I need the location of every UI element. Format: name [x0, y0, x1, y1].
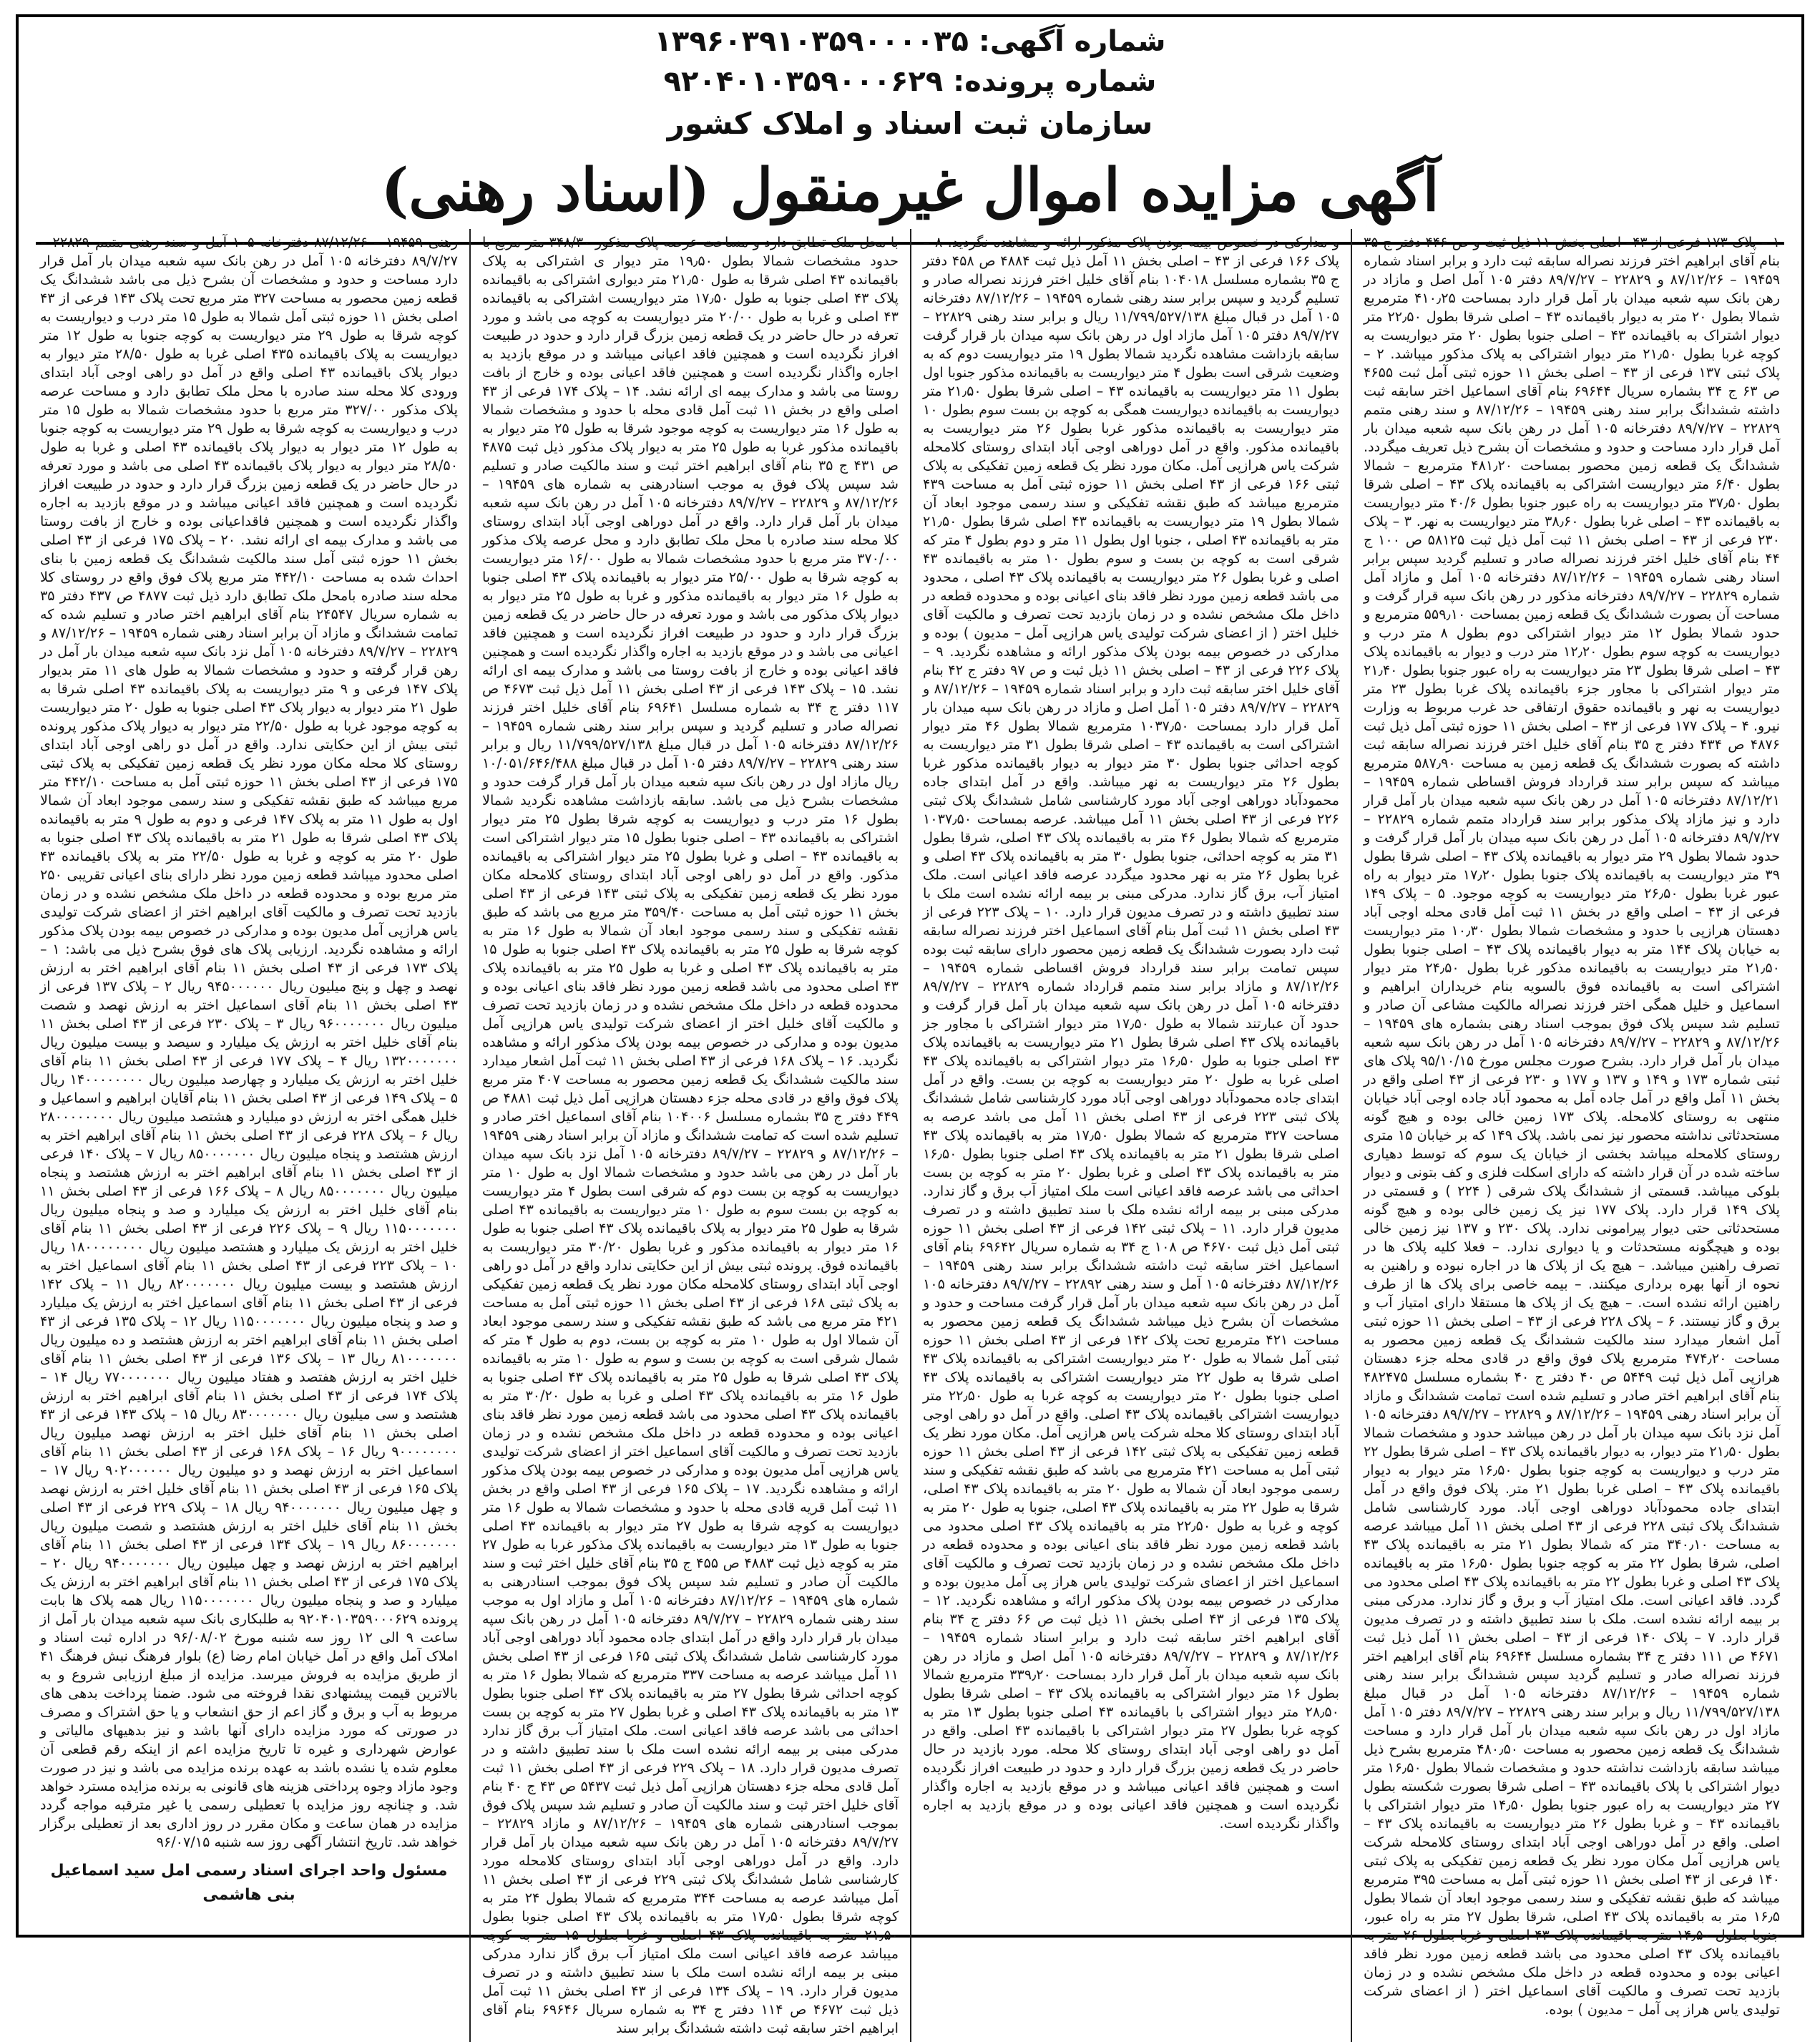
text-column-2	[910, 229, 1351, 2042]
ad-title: آگهی مزایده اموال غیرمنقول (اسناد رهنی)	[381, 156, 1439, 225]
ad-number: شماره آگهی: ۱۳۹۶۰۳۹۱۰۳۵۹۰۰۰۰۳۵	[654, 25, 1166, 58]
column-1-text: ۱ – پلاک ۱۷۳ فرعی از ۴۳– اصلی بخش ۱۱ ذیل ثبت و ص ۴۴۶ دفتر ج ۳۵ بنام آقای ابراهیم اختر فرزند نصراله سابقه ثبت دارد و برابر اسناد شماره ۱۹۴۵۹ – ۸۷/۱۲/۲۶ و ۲۲۸۲۹ – ۸۹/۷/۲۷ دفتر ۱۰۵ آمل اصل و مازاد در رهن بانک سپه شعبه میدان بار آمل قرار دارد بمساحت ۴۱۰٫۲۵ مترمربع شمالا بطول ۲۰ متر به دیوار باقیمانده ۴۳ – اصلی شرقا بطول ۲۲٫۵۰ متر دیوار اشتراک به باقیمانده ۴۳ – اصلی جنوبا بطول ۲۰ متر دیواریست به کوچه غربا بطول ۲۱٫۵۰ متر دیوار اشتراکی به پلاک مذکور میباشد. ۲ – پلاک ثبتی ۱۳۷ فرعی از ۴۳ – اصلی بخش ۱۱ حوزه ثبتی آمل ثبت ۴۶۵۵ ص ۶۳ ج ۳۴ بشماره سریال ۶۹۶۴۴ بنام آقای اسماعیل اختر سابقه ثبت داشته ششدانگ برابر سند رهنی ۱۹۴۵۹ – ۸۷/۱۲/۲۶ و سند رهنی متمم ۲۲۸۲۹ – ۸۹/۷/۲۷ دفترخانه ۱۰۵ آمل در رهن بانک سپه شعبه میدان بار آمل قرار دارد مساحت و حدود و مشخصات آن بشرح ذیل تعریف میگردد. ششدانگ یک قطعه زمین محصور بمساحت ۴۸۱٫۲۰ مترمربع – شمالا بطول ۶/۴۰ متر دیواریست اشتراکی به باقیمانده پلاک ۴۳ – اصلی شرقا بطول ۳۷٫۵۰ متر دیواریست به راه عبور جنوبا بطول ۴۰/۶ متر دیواریست به باقیمانده ۴۳ – اصلی غربا بطول ۳۸٫۶۰ متر دیواریست به نهر. ۳ – پلاک ۲۳۰ فرعی از ۴۳ – اصلی بخش ۱۱ ثبت آمل ذیل ثبت ۵۸۱۲۵ ص ۱۰۰ ج ۴۴ بنام آقای خلیل اختر فرزند نصراله صادر و تسلیم گردید سپس برابر اسناد رهنی شماره ۱۹۴۵۹ – ۸۷/۱۲/۲۶ دفترخانه ۱۰۵ آمل و مازاد آمل شماره ۲۲۸۲۹ – ۸۹/۷/۲۷ دفترخانه مذکور در رهن بانک سپه قرار گرفت و مساحت آن بصورت ششدانگ یک قطعه زمین بمساحت ۵۵۹٫۱۰ مترمربع و حدود شمالا بطول ۱۲ متر دیوار اشتراکی دوم بطول ۸ متر درب و دیواریست به کوچه سوم بطول ۱۲٫۲۰ متر درب و دیوار به باقیمانده پلاک ۴۳ – اصلی شرقا بطول ۲۳ متر دیواریست به راه عبور جنوبا بطول ۲۱٫۴۰ متر دیوار اشتراکی با مجاور جزء باقیمانده پلاک غربا بطول ۲۳ متر دیواریست به نهر و باقیمانده حقوق ارتفاقی حد غرب مربوط به وزارت نیرو. ۴ – پلاک ۱۷۷ فرعی از ۴۳ – اصلی بخش ۱۱ حوزه ثبتی آمل ذیل ثبت ۴۸۷۶ ص ۴۳۴ دفتر ج ۳۵ بنام آقای خلیل اختر فرزند نصراله سابقه ثبت داشته که بصورت ششدانگ یک قطعه زمین به مساحت ۵۸۷٫۹۰ مترمربع میباشد که سپس برابر سند قرارداد فروش اقساطی شماره ۱۹۴۵۹ – ۸۷/۱۲/۲۱ دفترخانه ۱۰۵ آمل در رهن بانک سپه شعبه میدان بار آمل قرار دارد و نیز مازاد پلاک مذکور برابر سند قرارداد متمم شماره ۲۲۸۲۹ – ۸۹/۷/۲۷ دفترخانه ۱۰۵ آمل در رهن بانک سپه میدان بار آمل قرار گرفت و حدود شمالا بطول ۲۹ متر دیوار به باقیمانده پلاک ۴۳ – اصلی شرقا بطول ۳۹ متر دیواریست به باقیمانده پلاک جنوبا بطول ۱۷٫۲۰ متر دیوار به راه عبور غربا بطول ۲۶٫۵۰ متر دیواریست به کوچه موجود. ۵ – پلاک ۱۴۹ فرعی از ۴۳ – اصلی واقع در بخش ۱۱ ثبت آمل قادی محله اوجی آباد دهستان هرازپی با حدود و مشخصات شمالا بطول ۱۰٫۳۰ متر دیواریست به خیابان پلاک ۱۴۴ متر به دیوار باقیمانده پلاک ۴۳ – اصلی جنوبا بطول ۲۱٫۵۰ متر دیواریست به باقیمانده مذکور غربا بطول ۲۴٫۵۰ متر دیوار اشتراکی است به باقیمانده فوق بالسویه بنام خریداران ابراهیم و اسماعیل و خلیل همگی اختر فرزند نصراله مالکیت مشاعی آن صادر و تسلیم شد سپس پلاک فوق بموجب اسناد رهنی بشماره های ۱۹۴۵۹ – ۸۷/۱۲/۲۶ و ۲۲۸۲۹ – ۸۹/۷/۲۷ دفترخانه ۱۰۵ آمل در رهن بانک سپه شعبه میدان بار آمل قرار دارد. بشرح صورت مجلس مورخ ۹۵/۱۰/۱۵ پلاک های ثبتی شماره ۱۷۳ و ۱۴۹ و ۱۳۷ و ۱۷۷ و ۲۳۰ فرعی از ۴۳ اصلی واقع در بخش ۱۱ آمل واقع در آمل جاده آمل به محمود آباد جاده اوجی آباد خیابان منتهی به روستای کلامحله. پلاک ۱۷۳ زمین خالی بوده و هیچ گونه مستحدثاتی نداشته محصور نیز نمی باشد. پلاک ۱۴۹ که بر خیابان ۱۵ متری روستای کلامحله میباشد بخشی از خیابان یک سوم که توسط دهیاری ساخته شده در آن قرار داشته که دارای اسکلت فلزی و کف بتونی و دیوار بلوکی میباشد. قسمتی از ششدانگ پلاک شرقی ( ۲۲۴ ) و قسمتی در پلاک ۱۴۹ قرار دارد. پلاک ۱۷۷ نیز یک زمین خالی بوده و هیچ گونه مستحدثاتی حتی دیوار پیرامونی ندارد. پلاک ۲۳۰ و ۱۳۷ نیز زمین خالی بوده و هیچگونه مستحدثات و یا دیواری ندارد. – فعلا کلیه پلاک ها در تصرف راهنین میباشد. – هیچ یک از پلاک ها در اجاره نبوده و راهنین به نحوه از آنها بهره برداری میکنند. – بیمه خاصی برای پلاک ها از طرف راهنین ارائه نشده است. – هیچ یک از پلاک ها مستقلا دارای امتیاز آب و برق و گاز نیستند. ۶ – پلاک ۲۲۸ فرعی از ۴۳ – اصلی بخش ۱۱ حوزه ثبتی آمل اشعار میدارد سند مالکیت ششدانگ یک قطعه زمین محصور به مساحت ۴۷۴٫۲۰ مترمربع پلاک فوق واقع در قادی محله جزء دهستان هرازپی آمل ذیل ثبت ۵۴۴۹ ص ۴۰ دفتر ج ۴۰ بشماره مسلسل ۴۸۲۴۷۵ بنام آقای ابراهیم اختر صادر و تسلیم شده است تمامت ششدانگ و مازاد آن برابر اسناد رهنی ۱۹۴۵۹ – ۸۷/۱۲/۲۶ و ۲۲۸۲۹ – ۸۹/۷/۲۷ دفترخانه ۱۰۵ آمل نزد بانک سپه میدان بار آمل در رهن میباشد حدود و مشخصات شمالا بطول ۲۱٫۵۰ متر دیوار، به دیوار باقیمانده پلاک ۴۳ – اصلی شرقا بطول ۲۲ متر درب و دیواریست به کوچه جنوبا بطول ۱۶٫۵۰ متر دیوار به دیوار باقیمانده پلاک ۴۳ – اصلی غربا بطول ۲۱ متر. پلاک فوق واقع در آمل ابتدای جاده محمودآباد دوراهی اوجی آباد. مورد کارشناسی شامل ششدانگ پلاک ثبتی ۲۲۸ فرعی از ۴۳ اصلی بخش ۱۱ آمل میباشد عرصه به مساحت ۳۴۰٫۱۰ متر که شمالا بطول ۲۱ متر به باقیمانده پلاک ۴۳ اصلی، شرقا بطول ۲۲ متر به کوچه جنوبا بطول ۱۶٫۵۰ متر به باقیمانده پلاک ۴۳ اصلی و غربا بطول ۲۲ متر به باقیمانده پلاک ۴۳ اصلی محدود می گردد. فاقد اعیانی است. ملک امتیاز آب و برق و گاز ندارد. مدرکی مبنی بر بیمه ارائه نشده است. ملک با سند تطبیق داشته و در تصرف مدیون قرار دارد. ۷ – پلاک ۱۴۰ فرعی از ۴۳ – اصلی بخش ۱۱ آمل ذیل ثبت ۴۶۷۱ ص ۱۱۱ دفتر ج ۳۴ بشماره مسلسل ۶۹۶۴۴ بنام آقای ابراهیم اختر فرزند نصراله صادر و تسلیم گردید سپس ششدانگ برابر سند رهنی شماره ۱۹۴۵۹ – ۸۷/۱۲/۲۶ دفترخانه ۱۰۵ آمل در قبال مبلغ ۱۱/۷۹۹/۵۲۷/۱۳۸ ریال و برابر سند رهنی ۲۲۸۲۹ – ۸۹/۷/۲۷ دفتر ۱۰۵ آمل مازاد اول در رهن بانک سپه شعبه میدان بار آمل قرار دارد و مساحت ششدانگ یک قطعه زمین محصور به مساحت ۴۸۰٫۵۰ مترمربع بشرح ذیل میباشد سابقه بازداشت نداشته حدود و مشخصات شمالا بطول ۱۶٫۵۰ متر دیوار اشتراکی با پلاک باقیمانده ۴۳ – اصلی شرقا بصورت شکسته بطول ۲۷ متر دیواریست به راه عبور جنوبا بطول ۱۴٫۵۰ متر دیوار اشتراکی با باقیمانده ۴۳ – و غربا بطول ۲۶ متر دیواریست به باقیمانده پلاک ۴۳ – اصلی. واقع در آمل دوراهی اوجی آباد ابتدای روستای کلامحله شرکت یاس هرازپی آمل مکان مورد نظر یک قطعه زمین تفکیکی به پلاک ثبتی ۱۴۰ فرعی از ۴۳ اصلی بخش ۱۱ حوزه ثبتی آمل به مساحت ۳۹۵ مترمربع میباشد که طبق نقشه تفکیکی و سند رسمی موجود ابعاد آن شمالا بطول ۱۶٫۵ متر به باقیمانده پلاک ۴۳ اصلی، شرقا بطول ۲۷ متر به راه عبور، جنوبا بطول ۱۴٫۵۰ متر به باقیمانده پلاک ۴۳ اصلی و غربا بطول ۲۶ متر به باقیمانده پلاک ۴۳ اصلی محدود می باشد قطعه زمین مورد نظر فاقد اعیانی بوده و محدوده قطعه در داخل ملک مشخص نشده و در زمان بازدید تحت تصرف و مالکیت آقای اسماعیل اختر ( از اعضای شرکت تولیدی یاس هراز پی آمل – مدیون ) بوده.	[1364, 234, 1781, 2018]
column-2-text: و مدارکی در خصوص بیمه بودن پلاک مذکور ارائه و مشاهده نگردید. ۸ – پلاک ۱۶۶ فرعی از ۴۳ – اصلی بخش ۱۱ آمل ذیل ثبت ۴۸۸۴ ص ۴۵۸ دفتر ج ۳۵ بشماره مسلسل ۱۰۴۰۱۸ بنام آقای خلیل اختر فرزند نصراله صادر و تسلیم گردید و سپس برابر سند رهنی شماره ۱۹۴۵۹ – ۸۷/۱۲/۲۶ دفترخانه ۱۰۵ آمل در قبال مبلغ ۱۱/۷۹۹/۵۲۷/۱۳۸ ریال و برابر سند رهنی ۲۲۸۲۹ – ۸۹/۷/۲۷ دفتر ۱۰۵ آمل مازاد اول در رهن بانک سپه میدان بار قرار گرفت سابقه بازداشت مشاهده نگردید شمالا بطول ۱۹ متر دیواریست دوم که به وضعیت شرقی است بطول ۴ متر دیواریست به باقیمانده مذکور جنوبا اول بطول ۱۱ متر دیواریست به باقیمانده ۴۳ – اصلی شرقا بطول ۲۱٫۵۰ متر دیواریست به باقیمانده دیواریست همگی به کوچه بن بست سوم بطول ۱۰ متر دیواریست به باقیمانده مذکور غربا بطول ۲۶ متر دیواریست به باقیمانده مذکور. واقع در آمل دوراهی اوجی آباد ابتدای روستای کلامحله شرکت یاس هرازپی آمل. مکان مورد نظر یک قطعه زمین تفکیکی به پلاک ثبتی ۱۶۶ فرعی از ۴۳ اصلی بخش ۱۱ حوزه ثبتی آمل به مساحت ۴۳۹ مترمربع میباشد که طبق نقشه تفکیکی و سند رسمی موجود ابعاد آن شمالا بطول ۱۹ متر دیواریست به باقیمانده ۴۳ اصلی شرقا بطول ۲۱٫۵۰ متر به باقیمانده ۴۳ اصلی ، جنوبا اول بطول ۱۱ متر و دوم بطول ۴ متر که شرقی است به کوچه بن بست و سوم بطول ۱۰ متر به باقیمانده ۴۳ اصلی و غربا بطول ۲۶ متر دیواریست به باقیمانده پلاک ۴۳ اصلی ، محدود می باشد قطعه زمین مورد نظر فاقد بنای اعیانی بوده و محدوده قطعه در داخل ملک مشخص نشده و در زمان بازدید تحت تصرف و مالکیت آقای خلیل اختر ( از اعضای شرکت تولیدی یاس هرازپی آمل – مدیون ) بوده و مدارکی در خصوص بیمه بودن پلاک مذکور ارائه و مشاهده نگردید. ۹ – پلاک ۲۲۶ فرعی از ۴۳ – اصلی بخش ۱۱ ذیل ثبت و ص ۹۷ دفتر ج ۴۲ بنام آقای خلیل اختر سابقه ثبت دارد و برابر اسناد شماره ۱۹۴۵۹ – ۸۷/۱۲/۲۶ و ۲۲۸۲۹ – ۸۹/۷/۲۷ دفتر ۱۰۵ آمل اصل و مازاد در رهن بانک سپه میدان بار آمل قرار دارد بمساحت ۱۰۳۷٫۵۰ مترمربع شمالا بطول ۴۶ متر دیوار اشتراکی است به باقیمانده ۴۳ – اصلی شرقا بطول ۳۱ متر دیواریست به کوچه احداثی جنوبا بطول ۳۰ متر دیوار به دیوار باقیمانده مذکور غربا بطول ۲۶ متر دیواریست به نهر میباشد. واقع در آمل ابتدای جاده محمودآباد دوراهی اوجی آباد مورد کارشناسی شامل ششدانگ پلاک ثبتی ۲۲۶ فرعی از ۴۳ اصلی بخش ۱۱ آمل میباشد. عرصه بمساحت ۱۰۳۷٫۵۰ مترمربع که شمالا بطول ۴۶ متر به باقیمانده پلاک ۴۳ اصلی، شرقا بطول ۳۱ متر به کوچه احداثی، جنوبا بطول ۳۰ متر به باقیمانده پلاک ۴۳ اصلی و غربا بطول ۲۶ متر به نهر محدود میگردد عرصه فاقد اعیانی است. ملک امتیاز آب، برق گاز ندارد. مدرکی مبنی بر بیمه ارائه نشده است ملک با سند تطبیق داشته و در تصرف مدیون قرار دارد. ۱۰ – پلاک ۲۲۳ فرعی از ۴۳ اصلی بخش ۱۱ ثبت آمل بنام آقای اسماعیل اختر فرزند نصراله سابقه ثبت دارد بصورت ششدانگ یک قطعه زمین محصور دارای سابقه ثبت بوده سپس تمامت برابر سند قرارداد فروش اقساطی شماره ۱۹۴۵۹ – ۸۷/۱۲/۲۶ و مازاد برابر سند متمم قرارداد شماره ۲۲۸۲۹ – ۸۹/۷/۲۷ دفترخانه ۱۰۵ آمل در رهن بانک سپه شعبه میدان بار آمل قرار گرفت و حدود آن عبارتند شمالا به طول ۱۷٫۵۰ متر دیوار اشتراکی با مجاور جز باقیمانده پلاک ۴۳ اصلی شرقا بطول ۲۱ متر دیواریست به باقیمانده پلاک ۴۳ اصلی جنوبا به طول ۱۶٫۵۰ متر دیوار اشتراکی به باقیمانده پلاک ۴۳ اصلی غربا به طول ۲۰ متر دیواریست به کوچه بن بست. واقع در آمل ابتدای جاده محمودآباد دوراهی اوجی آباد مورد کارشناسی شامل ششدانگ پلاک ثبتی ۲۲۳ فرعی از ۴۳ اصلی بخش ۱۱ آمل می باشد عرصه به مساحت ۳۲۷ مترمربع که شمالا بطول ۱۷٫۵۰ متر به باقیمانده پلاک ۴۳ اصلی شرقا بطول ۲۱ متر به باقیمانده پلاک ۴۳ اصلی جنوبا بطول ۱۶٫۵۰ متر به باقیمانده پلاک ۴۳ اصلی و غربا بطول ۲۰ متر به کوچه بن بست احداثی می باشد عرصه فاقد اعیانی است ملک امتیاز آب برق و گاز ندارد. مدرکی مبنی بر بیمه ارائه نشده ملک با سند تطبیق داشته و در تصرف مدیون قرار دارد. ۱۱ – پلاک ثبتی ۱۴۲ فرعی از ۴۳ اصلی بخش ۱۱ حوزه ثبتی آمل ذیل ثبت ۴۶۷۰ ص ۱۰۸ ج ۳۴ به شماره سریال ۶۹۶۴۲ بنام آقای اسماعیل اختر سابقه ثبت داشته ششدانگ برابر سند رهنی ۱۹۴۵۹ – ۸۷/۱۲/۲۶ دفترخانه ۱۰۵ آمل و سند رهنی ۲۲۸۹۲ – ۸۹/۷/۲۷ دفترخانه ۱۰۵ آمل در رهن بانک سپه شعبه میدان بار آمل قرار گرفت مساحت و حدود و مشخصات آن بشرح ذیل میباشد ششدانگ یک قطعه زمین محصور به مساحت ۴۲۱ مترمربع تحت پلاک ۱۴۲ فرعی از ۴۳ اصلی بخش ۱۱ حوزه ثبتی آمل شمالا به طول ۲۰ متر دیواریست اشتراکی به باقیمانده پلاک ۴۳ اصلی شرقا به طول ۲۲ متر دیواریست اشتراکی به باقیمانده پلاک ۴۳ اصلی جنوبا بطول ۲۰ متر دیواریست به کوچه غربا به طول ۲۲٫۵۰ متر دیواریست اشتراکی باقیمانده پلاک ۴۳ اصلی. واقع در آمل دو راهی اوجی آباد ابتدای روستای کلا محله شرکت یاس هرازپی آمل. مکان مورد نظر یک قطعه زمین تفکیکی به پلاک ثبتی ۱۴۲ فرعی از ۴۳ اصلی بخش ۱۱ حوزه ثبتی آمل به مساحت ۴۲۱ مترمربع می باشد که طبق نقشه تفکیکی و سند رسمی موجود ابعاد آن شمالا به طول ۲۰ متر به باقیمانده پلاک ۴۳ اصلی، شرقا به طول ۲۲ متر به باقیمانده پلاک ۴۳ اصلی، جنوبا به طول ۲۰ متر به کوچه و غربا به طول ۲۲٫۵۰ متر به باقیمانده پلاک ۴۳ اصلی محدود می باشد قطعه زمین مورد نظر فاقد بنای اعیانی بوده و محدوده قطعه در داخل ملک مشخص نشده و در زمان بازدید تحت تصرف و مالکیت آقای اسماعیل اختر از اعضای شرکت تولیدی یاس هراز پی آمل مدیون بوده و مدارکی در خصوص بیمه بودن پلاک مذکور ارائه و مشاهده نگردید. ۱۲ – پلاک ۱۳۵ فرعی از ۴۳ اصلی بخش ۱۱ ذیل ثبت ص ۶۶ دفتر ج ۳۴ بنام آقای ابراهیم اختر سابقه ثبت دارد و برابر اسناد شماره ۱۹۴۵۹ – ۸۷/۱۲/۲۶ و ۲۲۸۲۹ – ۸۹/۷/۲۷ دفترخانه ۱۰۵ آمل اصل و مازاد در رهن بانک سپه شعبه میدان بار آمل قرار دارد بمساحت ۳۳۹٫۲۰ مترمربع شمالا بطول ۱۶ متر دیوار اشتراکی به باقیمانده پلاک ۴۳ – اصلی شرقا بطول ۲۸٫۵۰ متر دیوار اشتراکی با باقیمانده ۴۳ اصلی جنوبا بطول ۱۳ متر به کوچه غربا بطول ۲۷ متر دیوار اشتراکی با باقیمانده ۴۳ اصلی. واقع در آمل دو راهی اوجی آباد ابتدای روستای کلا محله. مورد بازدید در حال حاضر در یک قطعه زمین بزرگ قرار دارد و حدود در طبیعت افراز نگردیده است و همچنین فاقد اعیانی میباشد و در موقع بازدید به اجاره واگذار نگردیده است و همچنین فاقد اعیانی بوده و در موقع بازدید به اجاره واگذار نگردیده است.	[923, 234, 1340, 1832]
text-column-4	[29, 229, 469, 2042]
column-4-text: رهنی ۱۹۴۵۹ – ۸۷/۱۲/۲۶ دفترخانه ۱۰۵ آمل و سند رهنی متمم ۲۲۸۲۹ – ۸۹/۷/۲۷ دفترخانه ۱۰۵ آمل در رهن بانک سپه شعبه میدان بار آمل قرار دارد مساحت و حدود و مشخصات آن بشرح ذیل می باشد ششدانگ یک قطعه زمین محصور به مساحت ۳۲۷ متر مربع تحت پلاک ۱۴۳ فرعی از ۴۳ اصلی بخش ۱۱ حوزه ثبتی آمل شمالا به طول ۱۵ متر درب و دیواریست به کوچه شرقا به طول ۲۹ متر دیواریست به کوچه جنوبا به طول ۱۲ متر دیواریست به پلاک باقیمانده ۴۳۵ اصلی غربا به طول ۲۸/۵۰ متر دیوار به دیوار پلاک باقیمانده ۴۳ اصلی واقع در آمل دو راهی اوجی آباد ابتدای ورودی کلا محله سند صادره با محل ملک تطابق دارد و مساحت عرصه پلاک مذکور ۳۲۷/۰۰ متر مربع با حدود مشخصات شمالا به طول ۱۵ متر درب و دیواریست به کوچه شرقا به طول ۲۹ متر دیواریست به کوچه جنوبا به طول ۱۲ متر دیوار به دیوار پلاک باقیمانده ۴۳ اصلی و غربا به طول ۲۸/۵۰ متر دیوار به دیوار پلاک باقیمانده ۴۳ اصلی می باشد و مورد تعرفه در حال حاضر در یک قطعه زمین بزرگ قرار دارد و حدود در طبیعت افراز نگردیده است و همچنین فاقد اعیانی میباشد و در موقع بازدید به اجاره واگذار نگردیده است و همچنین فاقداعیانی بوده و خارج از بافت روستا می باشد و مدارک بیمه ای ارائه نشد. ۲۰ – پلاک ۱۷۵ فرعی از ۴۳ اصلی بخش ۱۱ حوزه ثبتی آمل سند مالکیت ششدانگ یک قطعه زمین با بنای احداث شده به مساحت ۴۴۲/۱۰ متر مربع پلاک فوق واقع در روستای کلا محله سند صادره بامحل ملک تطابق دارد ذیل ثبت ۴۸۷۷ ص ۴۳۷ دفتر ۳۵ به شماره سریال ۲۴۵۴۷ بنام آقای ابراهیم اختر صادر و تسلیم شده که تمامت ششدانگ و مازاد آن برابر اسناد رهنی شماره ۱۹۴۵۹ – ۸۷/۱۲/۲۶ و ۲۲۸۲۹ – ۸۹/۷/۲۷ دفترخانه ۱۰۵ آمل نزد بانک سپه شعبه میدان بار آمل در رهن قرار گرفته و حدود و مشخصات شمالا به طول های ۱۱ متر بدیوار پلاک ۱۴۷ فرعی و ۹ متر دیواریست به پلاک باقیمانده ۴۳ اصلی شرقا به طول ۲۱ متر دیوار به دیوار پلاک ۴۳ اصلی جنوبا به طول ۲۰ متر دیواریست به کوچه موجود غربا به طول ۲۲/۵۰ متر دیوار به دیوار پلاک مذکور پرونده ثبتی بیش از این حکایتی ندارد. واقع در آمل دو راهی اوجی آباد ابتدای روستای کلا محله مکان مورد نظر یک قطعه زمین تفکیکی به پلاک ثبتی ۱۷۵ فرعی از ۴۳ اصلی بخش ۱۱ حوزه ثبتی آمل به مساحت ۴۴۲/۱۰ متر مربع میباشد که طبق نقشه تفکیکی و سند رسمی موجود ابعاد آن شمالا اول به طول ۱۱ متر به پلاک ۱۴۷ فرعی و دوم به طول ۹ متر به باقیمانده پلاک ۴۳ اصلی شرقا به طول ۲۱ متر به باقیمانده پلاک ۴۳ اصلی جنوبا به طول ۲۰ متر به کوچه و غربا به طول ۲۲/۵۰ متر به پلاک باقیمانده ۴۳ اصلی محدود میباشد قطعه زمین مورد نظر دارای بنای اعیانی تقریبی ۲۵۰ متر مربع بوده و محدوده قطعه در داخل ملک مشخص نشده و در زمان بازدید تحت تصرف و مالکیت آقای ابراهیم اختر از اعضای شرکت تولیدی یاس هرازپی آمل مدیون بوده و مدارکی در خصوص بیمه بودن پلاک مذکور ارائه و مشاهده نگردید. ارزیابی پلاک های فوق بشرح ذیل می باشد: ۱ – پلاک ۱۷۳ فرعی از ۴۳ اصلی بخش ۱۱ بنام آقای ابراهیم اختر به ارزش نهصد و چهل و پنج میلیون ریال ۹۴۵۰۰۰۰۰۰ ریال ۲ – پلاک ۱۳۷ فرعی از ۴۳ اصلی بخش ۱۱ بنام آقای اسماعیل اختر به ارزش نهصد و شصت میلیون ریال ۹۶۰۰۰۰۰۰۰ ریال ۳ – پلاک ۲۳۰ فرعی از ۴۳ اصلی بخش ۱۱ بنام آقای خلیل اختر به ارزش یک میلیارد و سیصد و بیست میلیون ریال ۱۳۲۰۰۰۰۰۰۰ ریال ۴ – پلاک ۱۷۷ فرعی از ۴۳ اصلی بخش ۱۱ بنام آقای خلیل اختر به ارزش یک میلیارد و چهارصد میلیون ریال ۱۴۰۰۰۰۰۰۰۰ ریال ۵ – پلاک ۱۴۹ فرعی از ۴۳ اصلی بخش ۱۱ بنام آقایان ابراهیم و اسماعیل و خلیل همگی اختر به ارزش دو میلیارد و هشتصد میلیون ریال ۲۸۰۰۰۰۰۰۰۰ ریال ۶ – پلاک ۲۲۸ فرعی از ۴۳ اصلی بخش ۱۱ بنام آقای ابراهیم اختر به ارزش هشتصد و پنجاه میلیون ریال ۸۵۰۰۰۰۰۰۰ ریال ۷ – پلاک ۱۴۰ فرعی از ۴۳ اصلی بخش ۱۱ بنام آقای ابراهیم اختر به ارزش هشتصد و پنجاه میلیون ریال ۸۵۰۰۰۰۰۰۰ ریال ۸ – پلاک ۱۶۶ فرعی از ۴۳ اصلی بخش ۱۱ بنام آقای خلیل اختر به ارزش یک میلیارد و صد و پنجاه میلیون ریال ۱۱۵۰۰۰۰۰۰۰ ریال ۹ – پلاک ۲۲۶ فرعی از ۴۳ اصلی بخش ۱۱ بنام آقای خلیل اختر به ارزش یک میلیارد و هشتصد میلیون ریال ۱۸۰۰۰۰۰۰۰۰ ریال ۱۰ – پلاک ۲۲۳ فرعی از ۴۳ اصلی بخش ۱۱ بنام آقای اسماعیل اختر به ارزش هشتصد و بیست میلیون ریال ۸۲۰۰۰۰۰۰۰ ریال ۱۱ – پلاک ۱۴۲ فرعی از ۴۳ اصلی بخش ۱۱ بنام آقای اسماعیل اختر به ارزش یک میلیارد و صد و پنجاه میلیون ریال ۱۱۵۰۰۰۰۰۰۰ ریال ۱۲ – پلاک ۱۳۵ فرعی از ۴۳ اصلی بخش ۱۱ بنام آقای ابراهیم اختر به ارزش هشتصد و ده میلیون ریال ۸۱۰۰۰۰۰۰۰ ریال ۱۳ – پلاک ۱۳۶ فرعی از ۴۳ اصلی بخش ۱۱ بنام آقای خلیل اختر به ارزش هفتصد و هفتاد میلیون ریال ۷۷۰۰۰۰۰۰۰ ریال ۱۴ – پلاک ۱۷۴ فرعی از ۴۳ اصلی بخش ۱۱ بنام آقای ابراهیم اختر به ارزش هشتصد و سی میلیون ریال ۸۳۰۰۰۰۰۰۰ ریال ۱۵ – پلاک ۱۴۳ فرعی از ۴۳ اصلی بخش ۱۱ بنام آقای خلیل اختر به ارزش نهصد میلیون ریال ۹۰۰۰۰۰۰۰۰ ریال ۱۶ – پلاک ۱۶۸ فرعی از ۴۳ اصلی بخش ۱۱ بنام آقای اسماعیل اختر به ارزش نهصد و دو میلیون ریال ۹۰۲۰۰۰۰۰۰ ریال ۱۷ – پلاک ۱۶۵ فرعی از ۴۳ اصلی بخش ۱۱ بنام آقای خلیل اختر به ارزش نهصد و چهل میلیون ریال ۹۴۰۰۰۰۰۰۰ ریال ۱۸ – پلاک ۲۲۹ فرعی از ۴۳ اصلی بخش ۱۱ بنام آقای خلیل اختر به ارزش هشتصد و شصت میلیون ریال ۸۶۰۰۰۰۰۰۰ ریال ۱۹ – پلاک ۱۳۴ فرعی از ۴۳ اصلی بخش ۱۱ بنام آقای ابراهیم اختر به ارزش نهصد و چهل میلیون ریال ۹۴۰۰۰۰۰۰۰ ریال ۲۰ – پلاک ۱۷۵ فرعی از ۴۳ اصلی بخش ۱۱ بنام آقای ابراهیم اختر به ارزش یک میلیارد و صد و پنجاه میلیون ریال ۱۱۵۰۰۰۰۰۰۰ ریال همه پلاک ها بابت پرونده ۹۲۰۴۰۱۰۳۵۹۰۰۰۶۲۹ به طلبکاری بانک سپه شعبه میدان بار آمل از ساعت ۹ الی ۱۲ روز سه شنبه مورخ ۹۶/۰۸/۰۲ در اداره ثبت اسناد و املاک آمل واقع در آمل خیابان امام رضا (ع) بلوار فرهنگ نبش فرهنگ ۴۱ از طریق مزایده به فروش میرسد. مزایده از مبلغ ارزیابی شروع و به بالاترین قیمت پیشنهادی نقدا فروخته می شود. ضمنا پرداخت بدهی های مربوط به آب و برق و گاز اعم از حق انشعاب و یا حق اشتراک و مصرف در صورتی که مورد مزایده دارای آنها باشد و نیز بدهیهای مالیاتی و عوارض شهرداری و غیره تا تاریخ مزایده اعم از اینکه رقم قطعی آن معلوم شده یا نشده باشد به عهده برنده مزایده می باشد و نیز در صورت وجود مازاد وجوه پرداختی هزینه های قانونی به برنده مزایده مسترد خواهد شد. و چنانچه روز مزایده با تعطیلی رسمی یا غیر مترقبه مواجه گردد مزایده در همان ساعت و مکان مقرر در روز اداری بعد از تعطیلی برگزار خواهد شد. تاریخ انتشار آگهی روز سه شنبه ۹۶/۰۷/۱۵	[40, 234, 459, 1850]
file-number: شماره پرونده: ۹۲۰۴۰۱۰۳۵۹۰۰۰۶۲۹	[663, 65, 1157, 98]
ad-header	[21, 14, 1799, 245]
text-column-3	[469, 229, 910, 2042]
column-3-text: با محل ملک تطابق دارد و مساحت عرصه پلاک مذکور ۳۴۸/۳۰ متر مربع با حدود مشخصات شمالا بطول ۱۹٫۵۰ متر دیوار ی اشتراکی به پلاک باقیمانده ۴۳ اصلی شرقا به طول ۲۱٫۵۰ متر دیواری اشتراکی به باقیمانده پلاک ۴۳ اصلی جنوبا به طول ۱۷٫۵۰ متر دیواریست اشتراکی به باقیمانده ۴۳ اصلی و غربا به طول ۲۰/۰۰ متر دیواریست به کوچه می باشد و مورد تعرفه در حال حاضر در یک قطعه زمین بزرگ قرار دارد و حدود در طبیعت افراز نگردیده است و همچنین فاقد اعیانی میباشد و در موقع بازدید به اجاره واگذار نگردیده است و همچنین فاقد اعیانی بوده و خارج از بافت روستا می باشد و مدارک بیمه ای ارائه نشد. ۱۴ – پلاک ۱۷۴ فرعی از ۴۳ اصلی واقع در بخش ۱۱ ثبت آمل قادی محله با حدود و مشخصات شمالا به طول ۱۶ متر دیواریست به کوچه موجود شرقا به طول ۲۵ متر دیوار به باقیمانده مذکور غربا به طول ۲۵ متر به دیوار پلاک مذکور ذیل ثبت ۴۸۷۵ ص ۴۳۱ ج ۳۵ بنام آقای ابراهیم اختر ثبت و سند مالکیت صادر و تسلیم شد سپس پلاک فوق به موجب اسنادرهنی به شماره های ۱۹۴۵۹ – ۸۷/۱۲/۲۶ و ۲۲۸۲۹ – ۸۹/۷/۲۷ دفترخانه ۱۰۵ آمل در رهن بانک سپه شعبه میدان بار آمل قرار دارد. واقع در آمل دوراهی اوجی آباد ابتدای روستای کلا محله سند صادره با محل ملک تطابق دارد و محل عرصه پلاک مذکور ۳۷۰/۰۰ متر مربع با حدود مشخصات شمالا به طول ۱۶/۰۰ متر دیواریست به کوچه شرقا به طول ۲۵/۰۰ متر دیوار به باقیمانده پلاک ۴۳ اصلی جنوبا به طول ۱۶ متر دیوار به باقیمانده مذکور و غربا به طول ۲۵ متر دیوار به دیوار پلاک مذکور می باشد و مورد تعرفه در حال حاضر در یک قطعه زمین بزرگ قرار دارد و حدود در طبیعت افراز نگردیده است و همچنین فاقد اعیانی می باشد و در موقع بازدید به اجاره واگذار نگردیده است و همچنین فاقد اعیانی بوده و خارج از بافت روستا می باشد و مدارک بیمه ای ارائه نشد. ۱۵ – پلاک ۱۴۳ فرعی از ۴۳ اصلی بخش ۱۱ آمل ذیل ثبت ۴۶۷۳ ص ۱۱۷ دفتر ج ۳۴ به شماره مسلسل ۶۹۶۴۱ بنام آقای خلیل اختر فرزند نصراله صادر و تسلیم گردید و سپس برابر سند رهنی شماره ۱۹۴۵۹ – ۸۷/۱۲/۲۶ دفترخانه ۱۰۵ آمل در قبال مبلغ ۱۱/۷۹۹/۵۲۷/۱۳۸ ریال و برابر سند رهنی ۲۲۸۲۹ – ۸۹/۷/۲۷ دفتر ۱۰۵ آمل در قبال مبلغ ۱۰/۰۵۱/۶۴۶/۴۸۸ ریال مازاد اول در رهن بانک سپه شعبه میدان بار آمل قرار گرفت حدود و مشخصات بشرح ذیل می باشد. سابقه بازداشت مشاهده نگردید شمالا بطول ۱۶ متر درب و دیواریست به کوچه شرقا بطول ۲۵ متر دیوار اشتراکی به باقیمانده ۴۳ – اصلی جنوبا بطول ۱۵ متر دیوار اشتراکی است به باقیمانده ۴۳ – اصلی و غربا بطول ۲۵ متر دیوار اشتراکی به باقیمانده مذکور. واقع در آمل دو راهی اوجی آباد ابتدای روستای کلامحله مکان مورد نظر یک قطعه زمین تفکیکی به پلاک ثبتی ۱۴۳ فرعی از ۴۳ اصلی بخش ۱۱ حوزه ثبتی آمل به مساحت ۳۵۹/۴۰ متر مربع می باشد که طبق نقشه تفکیکی و سند رسمی موجود ابعاد آن شمالا به طول ۱۶ متر به کوچه شرقا به طول ۲۵ متر به باقیمانده پلاک ۴۳ اصلی جنوبا به طول ۱۵ متر به باقیمانده پلاک ۴۳ اصلی و غربا به طول ۲۵ متر به باقیمانده پلاک ۴۳ اصلی محدود می باشد قطعه زمین مورد نظر فاقد بنای اعیانی بوده و محدوده قطعه در داخل ملک مشخص نشده و در زمان بازدید تحت تصرف و مالکیت آقای خلیل اختر از اعضای شرکت تولیدی یاس هرازپی آمل مدیون بوده و مدارکی در خصوص بیمه بودن پلاک مذکور ارائه و مشاهده نگردید. ۱۶ – پلاک ۱۶۸ فرعی از ۴۳ اصلی بخش ۱۱ ثبت آمل اشعار میدارد سند مالکیت ششدانگ یک قطعه زمین محصور به مساحت ۴۰۷ متر مربع پلاک فوق واقع در قادی محله جزء دهستان هرازپی آمل ذیل ثبت ۴۸۸۱ ص ۴۴۹ دفتر ج ۳۵ بشماره مسلسل ۱۰۴۰۰۶ بنام آقای اسماعیل اختر صادر و تسلیم شده است که تمامت ششدانگ و مازاد آن برابر اسناد رهنی ۱۹۴۵۹ – ۸۷/۱۲/۲۶ و ۲۲۸۲۹ – ۸۹/۷/۲۷ دفترخانه ۱۰۵ آمل نزد بانک سپه میدان بار آمل در رهن می باشد حدود و مشخصات شمالا اول به طول ۱۰ متر دیواریست به کوچه بن بست دوم که شرقی است بطول ۴ متر دیواریست به کوچه بن بست سوم به طول ۱۰ متر دیواریست به باقیمانده ۴۳ اصلی شرقا به طول ۲۵ متر دیوار به پلاک باقیمانده پلاک ۴۳ اصلی جنوبا به طول ۱۶ متر دیوار به باقیمانده مذکور و غربا بطول ۳۰/۲۰ متر دیواریست به باقیمانده فوق. پرونده ثبتی بیش از این حکایتی ندارد واقع در آمل دو راهی اوجی آباد ابتدای روستای کلامحله مکان مورد نظر یک قطعه زمین تفکیکی به پلاک ثبتی ۱۶۸ فرعی از ۴۳ اصلی بخش ۱۱ حوزه ثبتی آمل به مساحت ۴۲۱ متر مربع می باشد که طبق نقشه تفکیکی و سند رسمی موجود ابعاد آن شمالا اول به طول ۱۰ متر به کوچه بن بست، دوم به طول ۴ متر که شمال شرقی است به کوچه بن بست و سوم به طول ۱۰ متر به باقیمانده پلاک ۴۳ اصلی شرقا به طول ۲۵ متر به باقیمانده پلاک ۴۳ اصلی جنوبا به طول ۱۶ متر به باقیمانده پلاک ۴۳ اصلی و غربا به طول ۳۰/۲۰ متر به باقیمانده پلاک ۴۳ اصلی محدود می باشد قطعه زمین مورد نظر فاقد بنای اعیانی بوده و محدوده قطعه در داخل ملک مشخص نشده و در زمان بازدید تحت تصرف و مالکیت آقای اسماعیل اختر از اعضای شرکت تولیدی یاس هرازپی آمل مدیون بوده و مدارکی در خصوص بیمه بودن پلاک مذکور ارائه و مشاهده نگردید. ۱۷ – پلاک ۱۶۵ فرعی از ۴۳ اصلی واقع در بخش ۱۱ ثبت آمل قریه قادی محله با حدود و مشخصات شمالا به طول ۱۶ متر دیواریست به کوچه شرقا به طول ۲۷ متر دیوار به باقیمانده ۴۳ اصلی جنوبا به طول ۱۳ متر دیواریست به باقیمانده پلاک مذکور غربا به طول ۲۷ متر به کوچه ذیل ثبت ۴۸۸۳ ص ۴۵۵ ج ۳۵ بنام آقای خلیل اختر ثبت و سند مالکیت آن صادر و تسلیم شد سپس پلاک فوق بموجب اسنادرهنی به شماره های ۱۹۴۵۹ – ۸۷/۱۲/۲۶ دفترخانه ۱۰۵ آمل و مازاد اول به موجب سند رهنی شماره ۲۲۸۲۹ – ۸۹/۷/۲۷ دفترخانه ۱۰۵ آمل در رهن بانک سپه میدان بار قرار دارد واقع در آمل ابتدای جاده محمود آباد دوراهی اوجی آباد مورد کارشناسی شامل ششدانگ پلاک ثبتی ۱۶۵ فرعی از ۴۳ اصلی بخش ۱۱ آمل میباشد عرصه به مساحت ۳۳۷ مترمربع که شمالا بطول ۱۶ متر به کوچه احداثی شرقا بطول ۲۷ متر به باقیمانده پلاک ۴۳ اصلی جنوبا بطول ۱۳ متر به باقیمانده پلاک ۴۳ اصلی و غربا بطول ۲۷ متر به کوچه بن بست احداثی می باشد عرصه فاقد اعیانی است. ملک امتیاز آب برق گاز ندارد مدرکی مبنی بر بیمه ارائه نشده است ملک با سند تطبیق داشته و در تصرف مدیون قرار دارد. ۱۸ – پلاک ۲۲۹ فرعی از ۴۳ اصلی بخش ۱۱ ثبت آمل قادی محله جزء دهستان هرازپی آمل ذیل ثبت ۵۴۳۷ ص ۴۳ ج ۴۰ بنام آقای خلیل اختر ثبت و سند مالکیت آن صادر و تسلیم شد سپس پلاک فوق بموجب اسنادرهنی شماره های ۱۹۴۵۹ – ۸۷/۱۲/۲۶ و مازاد ۲۲۸۲۹ – ۸۹/۷/۲۷ دفترخانه ۱۰۵ آمل در رهن بانک سپه شعبه میدان بار آمل قرار دارد. واقع در آمل دوراهی اوجی آباد ابتدای روستای کلامحله مورد کارشناسی شامل ششدانگ پلاک ثبتی ۲۲۹ فرعی از ۴۳ اصلی بخش ۱۱ آمل میباشد عرصه به مساحت ۳۴۴ مترمربع که شمالا بطول ۲۴ متر به کوچه شرقا بطول ۱۷٫۵۰ متر به باقیمانده پلاک ۴۳ اصلی جنوبا بطول ۲۱٫۵۰ متر به باقیمانده پلاک ۴۳ اصلی و غربا بطول ۱۵ متر به کوچه میباشد عرصه فاقد اعیانی است ملک امتیاز آب برق گاز ندارد مدرکی مبنی بر بیمه ارائه نشده است ملک با سند تطبیق داشته و در تصرف مدیون قرار دارد. ۱۹ – پلاک ۱۳۴ فرعی از ۴۳ اصلی بخش ۱۱ ثبت آمل ذیل ثبت ۴۶۷۲ ص ۱۱۴ دفتر ج ۳۴ به شماره سریال ۶۹۶۴۶ بنام آقای ابراهیم اختر سابقه ثبت داشته ششدانگ برابر سند	[482, 234, 899, 2036]
ad-body	[29, 229, 1791, 2036]
organization-name: سازمان ثبت اسناد و املاک کشور	[667, 106, 1153, 141]
text-column-1	[1351, 229, 1791, 2042]
signature: مسئول واحد اجرای اسناد رسمی امل سید اسماعیل بنی هاشمی	[50, 1862, 448, 1904]
